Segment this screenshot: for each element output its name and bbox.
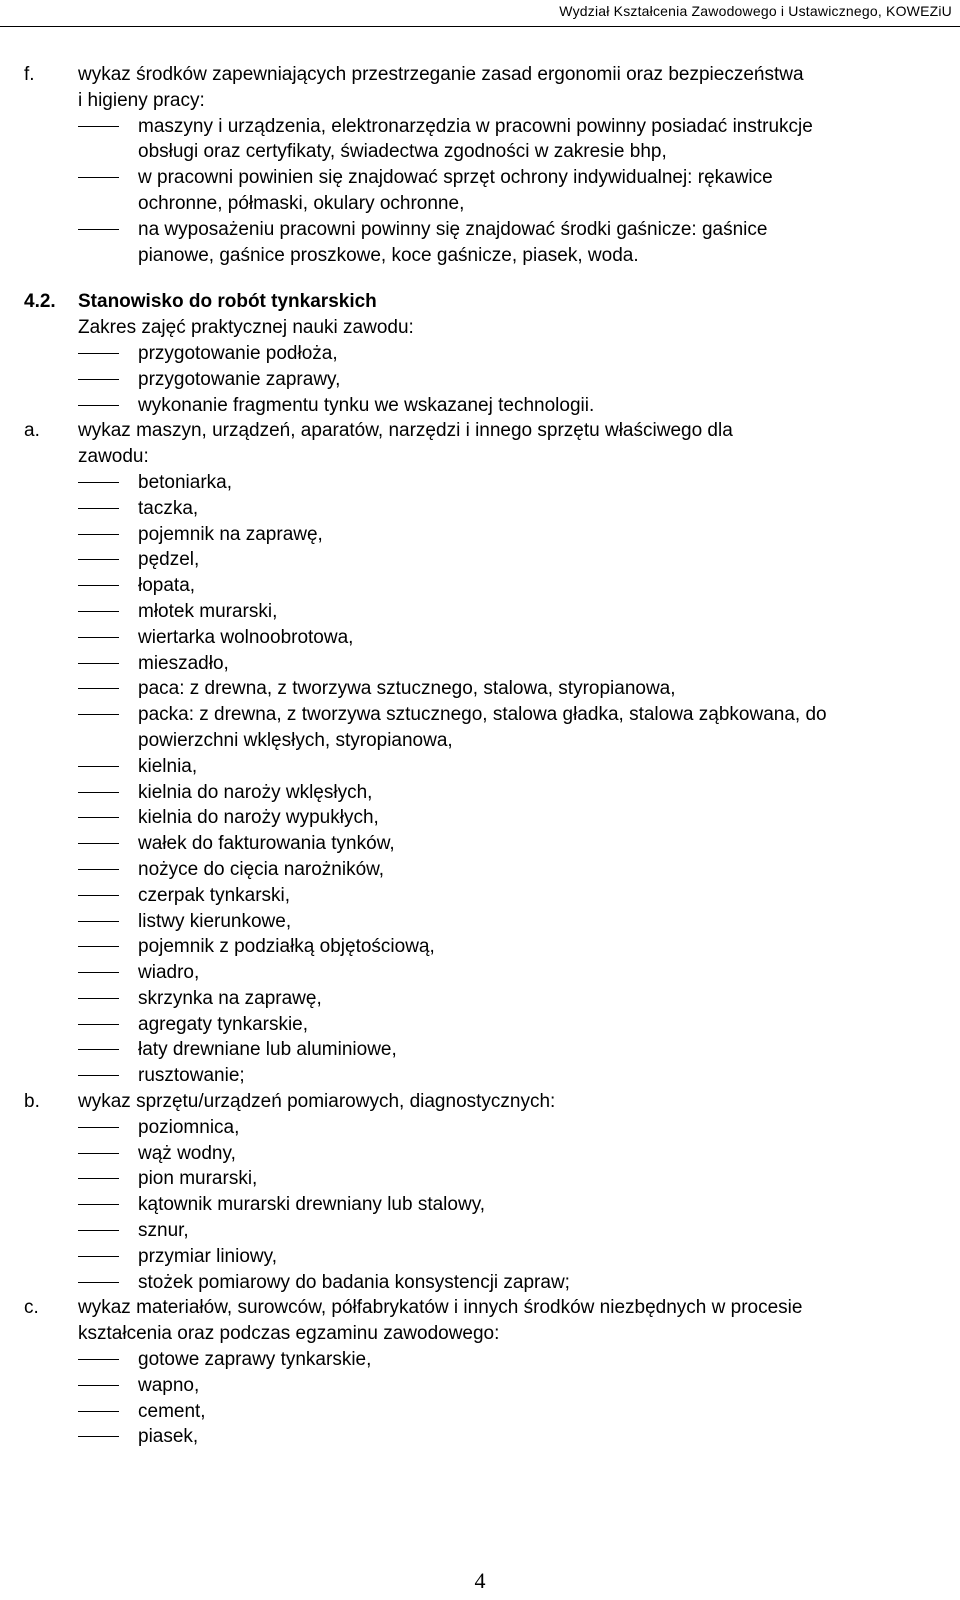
list-item [78,191,954,217]
block_f-intro-text: i higieny pracy: [78,89,205,111]
list-item-text: ochronne, półmaski, okulary ochronne, [138,192,465,214]
block_b-intro-text: wykaz sprzętu/urządzeń pomiarowych, diagnostycznych: [78,1091,556,1113]
list-item [78,909,954,935]
list-item [78,780,954,806]
list-item [78,341,954,367]
dash-bullet [78,1075,119,1076]
block_f-marker: f. [24,64,35,85]
list-item-text: wiadro, [138,962,200,984]
list-item-text: kielnia do naroży wypukłych, [138,807,379,829]
list-item [78,1115,954,1141]
section_42-intro-row [24,289,954,315]
dash-bullet [78,1411,119,1412]
block_b-intro-row [24,1089,954,1115]
dash-bullet [78,1024,119,1025]
list-item [78,1192,954,1218]
list-item-text: wykonanie fragmentu tynku we wskazanej technologii. [138,394,595,416]
list-item-text: sznur, [138,1220,189,1242]
dash-bullet [78,998,119,999]
block_c-intro-text: kształcenia oraz podczas egzaminu zawodowego: [78,1323,500,1345]
list-item [78,702,954,728]
list-item [78,1141,954,1167]
list-item-text: poziomnica, [138,1116,240,1138]
dash-bullet [78,663,119,664]
list-item-text: wapno, [138,1374,200,1396]
list-item-text: agregaty tynkarskie, [138,1013,309,1035]
dash-bullet [78,1153,119,1154]
dash-bullet [78,508,119,509]
dash-bullet [78,482,119,483]
list-item [78,1373,954,1399]
dash-bullet [78,126,119,127]
list-item [78,625,954,651]
section_42-scope: Zakres zajęć praktycznej nauki zawodu: [78,317,414,339]
section_42-scope-row [24,315,954,341]
list-item-text: rusztowanie; [138,1065,245,1087]
list-item-text: czerpak tynkarski, [138,884,291,906]
block_c-intro-row [24,1321,954,1347]
section_42-intro-text: Stanowisko do robót tynkarskich [78,291,377,313]
dash-bullet [78,895,119,896]
list-item-text: betoniarka, [138,471,233,493]
dash-bullet [78,637,119,638]
list-item-text: pojemnik na zaprawę, [138,523,323,545]
list-item-text: cement, [138,1400,206,1422]
dash-bullet [78,1204,119,1205]
block_a-intro-text: wykaz maszyn, urządzeń, aparatów, narzędzi i innego sprzętu właściwego dla [78,420,733,442]
list-item [78,547,954,573]
dash-bullet [78,688,119,689]
list-item [78,139,954,165]
list-item-text: skrzynka na zaprawę, [138,987,322,1009]
list-item-text: łaty drewniane lub aluminiowe, [138,1039,397,1061]
dash-bullet [78,972,119,973]
dash-bullet [78,611,119,612]
page-header [0,0,960,27]
list-item [78,728,954,754]
list-item [78,986,954,1012]
list-item [78,960,954,986]
list-item-text: kielnia, [138,755,198,777]
section_42-marker: 4.2. [24,291,56,313]
list-item [78,883,954,909]
dash-bullet [78,1256,119,1257]
list-item [78,831,954,857]
dash-bullet [78,714,119,715]
list-item [78,573,954,599]
dash-bullet [78,229,119,230]
list-item-text: na wyposażeniu pracowni powinny się znajdować środki gaśnicze: gaśnice [138,218,768,240]
dash-bullet [78,177,119,178]
list-item-text: kątownik murarski drewniany lub stalowy, [138,1194,486,1216]
block-b [24,1089,954,1295]
list-item-text: łopata, [138,575,196,597]
block_a-intro-text: zawodu: [78,446,149,468]
list-item-text: pojemnik z podziałką objętościową, [138,936,435,958]
block_a-marker: a. [24,420,40,442]
list-item [78,496,954,522]
block-f [24,62,954,268]
dash-bullet [78,559,119,560]
list-item-text: nożyce do cięcia narożników, [138,858,385,880]
list-item-text: piasek, [138,1426,199,1448]
list-item [78,676,954,702]
dash-bullet [78,1282,119,1283]
list-item-text: listwy kierunkowe, [138,910,292,932]
list-item-text: obsługi oraz certyfikaty, świadectwa zgodności w zakresie bhp, [138,141,667,163]
list-item [78,934,954,960]
dash-bullet [78,921,119,922]
dash-bullet [78,1127,119,1128]
list-item [78,754,954,780]
list-item-text: przymiar liniowy, [138,1245,278,1267]
list-item [78,522,954,548]
list-item [78,1166,954,1192]
list-item [78,1244,954,1270]
list-item-text: maszyny i urządzenia, elektronarzędzia w pracowni powinny posiadać instrukcje [138,115,813,137]
list-item [78,1037,954,1063]
list-item [78,393,954,419]
list-item-text: wałek do fakturowania tynków, [138,833,395,855]
block_a-intro-row [24,444,954,470]
list-item [78,165,954,191]
list-item-text: mieszadło, [138,652,229,674]
dash-bullet [78,869,119,870]
block_b-marker: b. [24,1091,40,1113]
list-item-text: gotowe zaprawy tynkarskie, [138,1349,372,1371]
list-item-text: powierzchni wklęsłych, styropianowa, [138,729,453,751]
list-item-text: pędzel, [138,549,200,571]
block_c-intro-row [24,1295,954,1321]
list-item-text: kielnia do naroży wklęsłych, [138,781,373,803]
list-item [78,217,954,243]
block_f-intro-row [24,62,954,88]
list-item-text: wąż wodny, [138,1142,236,1164]
list-item [78,857,954,883]
list-item [78,470,954,496]
list-item-text: w pracowni powinien się znajdować sprzęt ochrony indywidualnej: rękawice [138,167,773,189]
dash-bullet [78,379,119,380]
dash-bullet [78,946,119,947]
list-item [78,599,954,625]
dash-bullet [78,792,119,793]
dash-bullet [78,534,119,535]
dash-bullet [78,843,119,844]
list-item [78,114,954,140]
section-4-2 [24,289,954,418]
list-item-text: przygotowanie podłoża, [138,342,338,364]
list-item [78,651,954,677]
list-item-text: pianowe, gaśnice proszkowe, koce gaśnicze, piasek, woda. [138,244,639,266]
dash-bullet [78,1230,119,1231]
dash-bullet [78,405,119,406]
dash-bullet [78,1385,119,1386]
list-item-text: paca: z drewna, z tworzywa sztucznego, stalowa, styropianowa, [138,678,676,700]
block_c-marker: c. [24,1297,39,1319]
header-text: Wydział Kształcenia Zawodowego i Ustawicznego, KOWEZiU [559,3,952,19]
block_f-intro-row [24,88,954,114]
list-item-text: packa: z drewna, z tworzywa sztucznego, stalowa gładka, stalowa ząbkowana, do [138,704,827,726]
dash-bullet [78,1178,119,1179]
dash-bullet [78,1049,119,1050]
list-item [78,1063,954,1089]
page-number: 4 [474,1568,486,1593]
list-item-text: taczka, [138,497,199,519]
list-item [78,367,954,393]
document-body [24,62,954,1450]
list-item-text: pion murarski, [138,1168,258,1190]
list-item-text: wiertarka wolnoobrotowa, [138,626,354,648]
list-item [78,805,954,831]
list-item [78,1424,954,1450]
list-item [78,1347,954,1373]
list-item [78,1270,954,1296]
list-item [78,1218,954,1244]
dash-bullet [78,1436,119,1437]
block-a [24,418,954,1089]
list-item-text: przygotowanie zaprawy, [138,368,341,390]
block_a-intro-row [24,418,954,444]
block-c [24,1295,954,1450]
dash-bullet [78,817,119,818]
list-item-text: młotek murarski, [138,600,278,622]
block_c-intro-text: wykaz materiałów, surowców, półfabrykatów i innych środków niezbędnych w procesie [78,1297,803,1319]
list-item [78,243,954,269]
dash-bullet [78,353,119,354]
dash-bullet [78,1359,119,1360]
list-item [78,1399,954,1425]
list-item [78,1012,954,1038]
dash-bullet [78,585,119,586]
block_f-intro-text: wykaz środków zapewniających przestrzeganie zasad ergonomii oraz bezpieczeństwa [78,64,804,85]
list-item-text: stożek pomiarowy do badania konsystencji zapraw; [138,1271,570,1293]
dash-bullet [78,766,119,767]
